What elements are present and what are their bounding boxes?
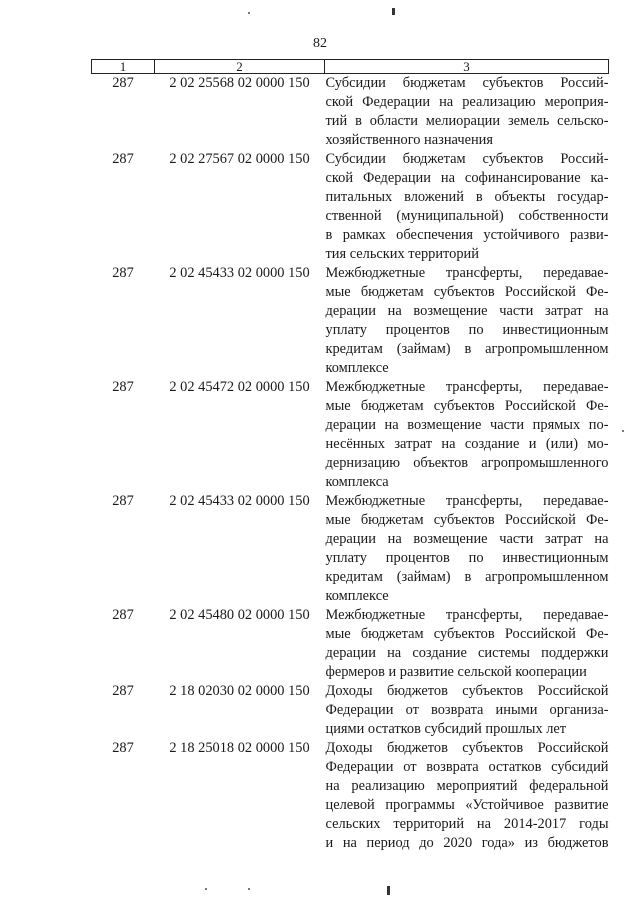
description-line: дернизацию объектов агропромышленного [325,455,609,471]
table-row [92,74,609,151]
description-line: дерации на возмещение части затрат на [325,531,609,547]
scan-dot [622,430,624,432]
table-row [92,264,609,378]
budget-code-cell: 2 02 27567 02 0000 150 [169,151,310,167]
admin-code-cell: 287 [112,493,134,509]
description-line: Федерации от возврата иными организа- [325,702,609,718]
description-line: Доходы бюджетов субъектов Российской [325,740,609,756]
table-row [92,739,609,853]
budget-code-cell: 2 18 02030 02 0000 150 [169,683,310,699]
budget-codes-table [91,59,609,853]
scan-mark-bottom [387,886,390,895]
description-line: Межбюджетные трансферты, передавае- [325,607,609,623]
description-line: тий в области мелиорации земель сельско- [325,113,609,129]
description-cell [325,150,609,264]
description-line: ской Федерации на реализацию мероприя- [325,94,609,110]
description-line: кредитам (займам) в агропромышленном [325,569,609,585]
description-cell [325,378,609,492]
budget-code-cell: 2 02 25568 02 0000 150 [169,75,310,91]
description-line: несённых затрат на создание и (или) мо- [325,436,609,452]
description-cell [325,264,609,378]
description-line: в рамках обеспечения устойчивого разви- [325,227,609,243]
admin-code-cell: 287 [112,683,134,699]
description-line: Межбюджетные трансферты, передавае- [325,493,609,509]
scan-dot [248,12,250,14]
description-line: Доходы бюджетов субъектов Российской [325,683,609,699]
table-row [92,378,609,492]
description-line: уплату процентов по инвестиционным [325,322,609,338]
description-cell [325,739,609,853]
budget-code-cell: 2 02 45433 02 0000 150 [169,265,310,281]
page-number: 82 [313,36,327,51]
description-line: комплексе [325,360,389,376]
budget-code-cell: 2 18 25018 02 0000 150 [169,740,310,756]
table-row [92,492,609,606]
budget-code-cell: 2 02 45480 02 0000 150 [169,607,310,623]
description-line: тия сельских территорий [325,246,479,262]
description-line: мые бюджетам субъектов Российской Фе- [325,626,609,642]
column-header-1: 1 [92,60,155,74]
description-line: кредитам (займам) в агропромышленном [325,341,609,357]
description-line: Субсидии бюджетам субъектов Россий- [325,151,609,167]
description-line: мые бюджетам субъектов Российской Фе- [325,284,609,300]
description-line: циями остатков субсидий прошлых лет [325,721,567,737]
description-line: мые бюджетам субъектов Российской Фе- [325,398,609,414]
table-row [92,682,609,739]
description-line: дерации на возмещение части затрат на [325,303,609,319]
description-line: ственной (муниципальной) собственности [325,208,609,224]
table-row [92,150,609,264]
description-line: комплекса [325,474,389,490]
column-header-2: 2 [155,60,325,74]
description-line: комплексе [325,588,389,604]
description-line: уплату процентов по инвестиционным [325,550,609,566]
description-line: Федерации от возврата остатков субсидий [325,759,609,775]
description-line: Субсидии бюджетам субъектов Россий- [325,75,609,91]
description-line: питальных вложений в объекты государ- [325,189,609,205]
admin-code-cell: 287 [112,740,134,756]
admin-code-cell: 287 [112,151,134,167]
admin-code-cell: 287 [112,75,134,91]
description-line: сельских территорий на 2014-2017 годы [325,816,609,832]
description-cell [325,492,609,606]
admin-code-cell: 287 [112,379,134,395]
budget-code-cell: 2 02 45433 02 0000 150 [169,493,310,509]
scan-dot [248,888,250,890]
description-line: на реализацию мероприятий федеральной [325,778,609,794]
description-line: целевой программы «Устойчивое развитие [325,797,609,813]
description-line: Межбюджетные трансферты, передавае- [325,265,609,281]
table-header-row [92,60,609,74]
admin-code-cell: 287 [112,265,134,281]
scan-dot [205,888,207,890]
description-line: фермеров и развитие сельской кооперации [325,664,587,680]
description-line: хозяйственного назначения [325,132,493,148]
budget-code-cell: 2 02 45472 02 0000 150 [169,379,310,395]
description-line: дерации на возмещение части прямых по- [325,417,609,433]
table-row [92,606,609,682]
description-line: и на период до 2020 года» из бюджетов [325,835,609,851]
description-line: дерации на создание системы поддержки [325,645,609,661]
description-line: Межбюджетные трансферты, передавае- [325,379,609,395]
table-body [92,74,609,854]
description-line: мые бюджетам субъектов Российской Фе- [325,512,609,528]
description-line: ской Федерации на софинансирование ка- [325,170,609,186]
description-cell [325,682,609,739]
column-header-3: 3 [325,60,609,74]
admin-code-cell: 287 [112,607,134,623]
scan-mark-top [392,8,395,15]
description-cell [325,606,609,682]
description-cell [325,74,609,151]
